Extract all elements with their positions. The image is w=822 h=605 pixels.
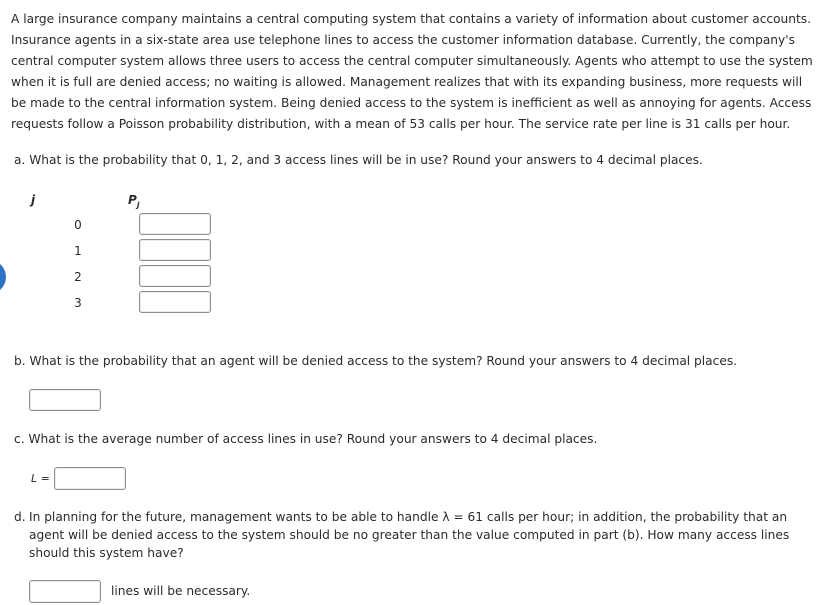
j-value-2: 2	[74, 270, 82, 284]
lines-needed-input[interactable]	[29, 580, 101, 603]
j-value-0: 0	[74, 218, 82, 232]
question-d	[14, 508, 822, 562]
question-b: b. What is the probability that an agent will be denied access to the system? Round your answers to 4 decimal places.	[14, 354, 738, 368]
denied-probability-input[interactable]	[29, 389, 101, 411]
pj-input-0[interactable]	[139, 213, 211, 235]
pj-input-2[interactable]	[139, 265, 211, 287]
column-header-j: j	[31, 193, 36, 207]
question-a: a. What is the probability that 0, 1, 2, and 3 access lines will be in use? Round your answers to 4 decimal places.	[14, 153, 703, 167]
question-c: c. What is the average number of access lines in use? Round your answers to 4 decimal places.	[14, 432, 598, 446]
question-d-text: In planning for the future, management wants to be able to handle λ = 61 calls per hour; in addition, the probability that an agent will be denied access to the system should be no greater than the value computed in part (b). How many access lines should this system have?	[29, 510, 790, 560]
side-marker	[0, 260, 6, 294]
lines-suffix: lines will be necessary.	[111, 584, 251, 598]
j-value-1: 1	[74, 244, 82, 258]
problem-statement: A large insurance company maintains a central computing system that contains a variety of information about customer accounts. Insurance agents in a six-state area use telephone lines to access the customer information database. Currently, the company's central computer system allows three users to access the central computer simultaneously. Agents who attempt to use the system when it is full are denied access; no waiting is allowed. Management realizes that with its expanding business, more requests will be made to the central information system. Being denied access to the system is inefficient as well as annoying for agents. Access requests follow a Poisson probability distribution, with a mean of 53 calls per hour. The service rate per line is 31 calls per hour.	[11, 12, 813, 131]
column-header-pj: $P_j$	[128, 193, 140, 210]
pj-input-3[interactable]	[139, 291, 211, 313]
l-label: L =	[31, 472, 50, 485]
pj-input-1[interactable]	[139, 239, 211, 261]
question-d-letter: d.	[14, 510, 26, 524]
average-lines-input[interactable]	[54, 467, 126, 490]
j-value-3: 3	[74, 296, 82, 310]
